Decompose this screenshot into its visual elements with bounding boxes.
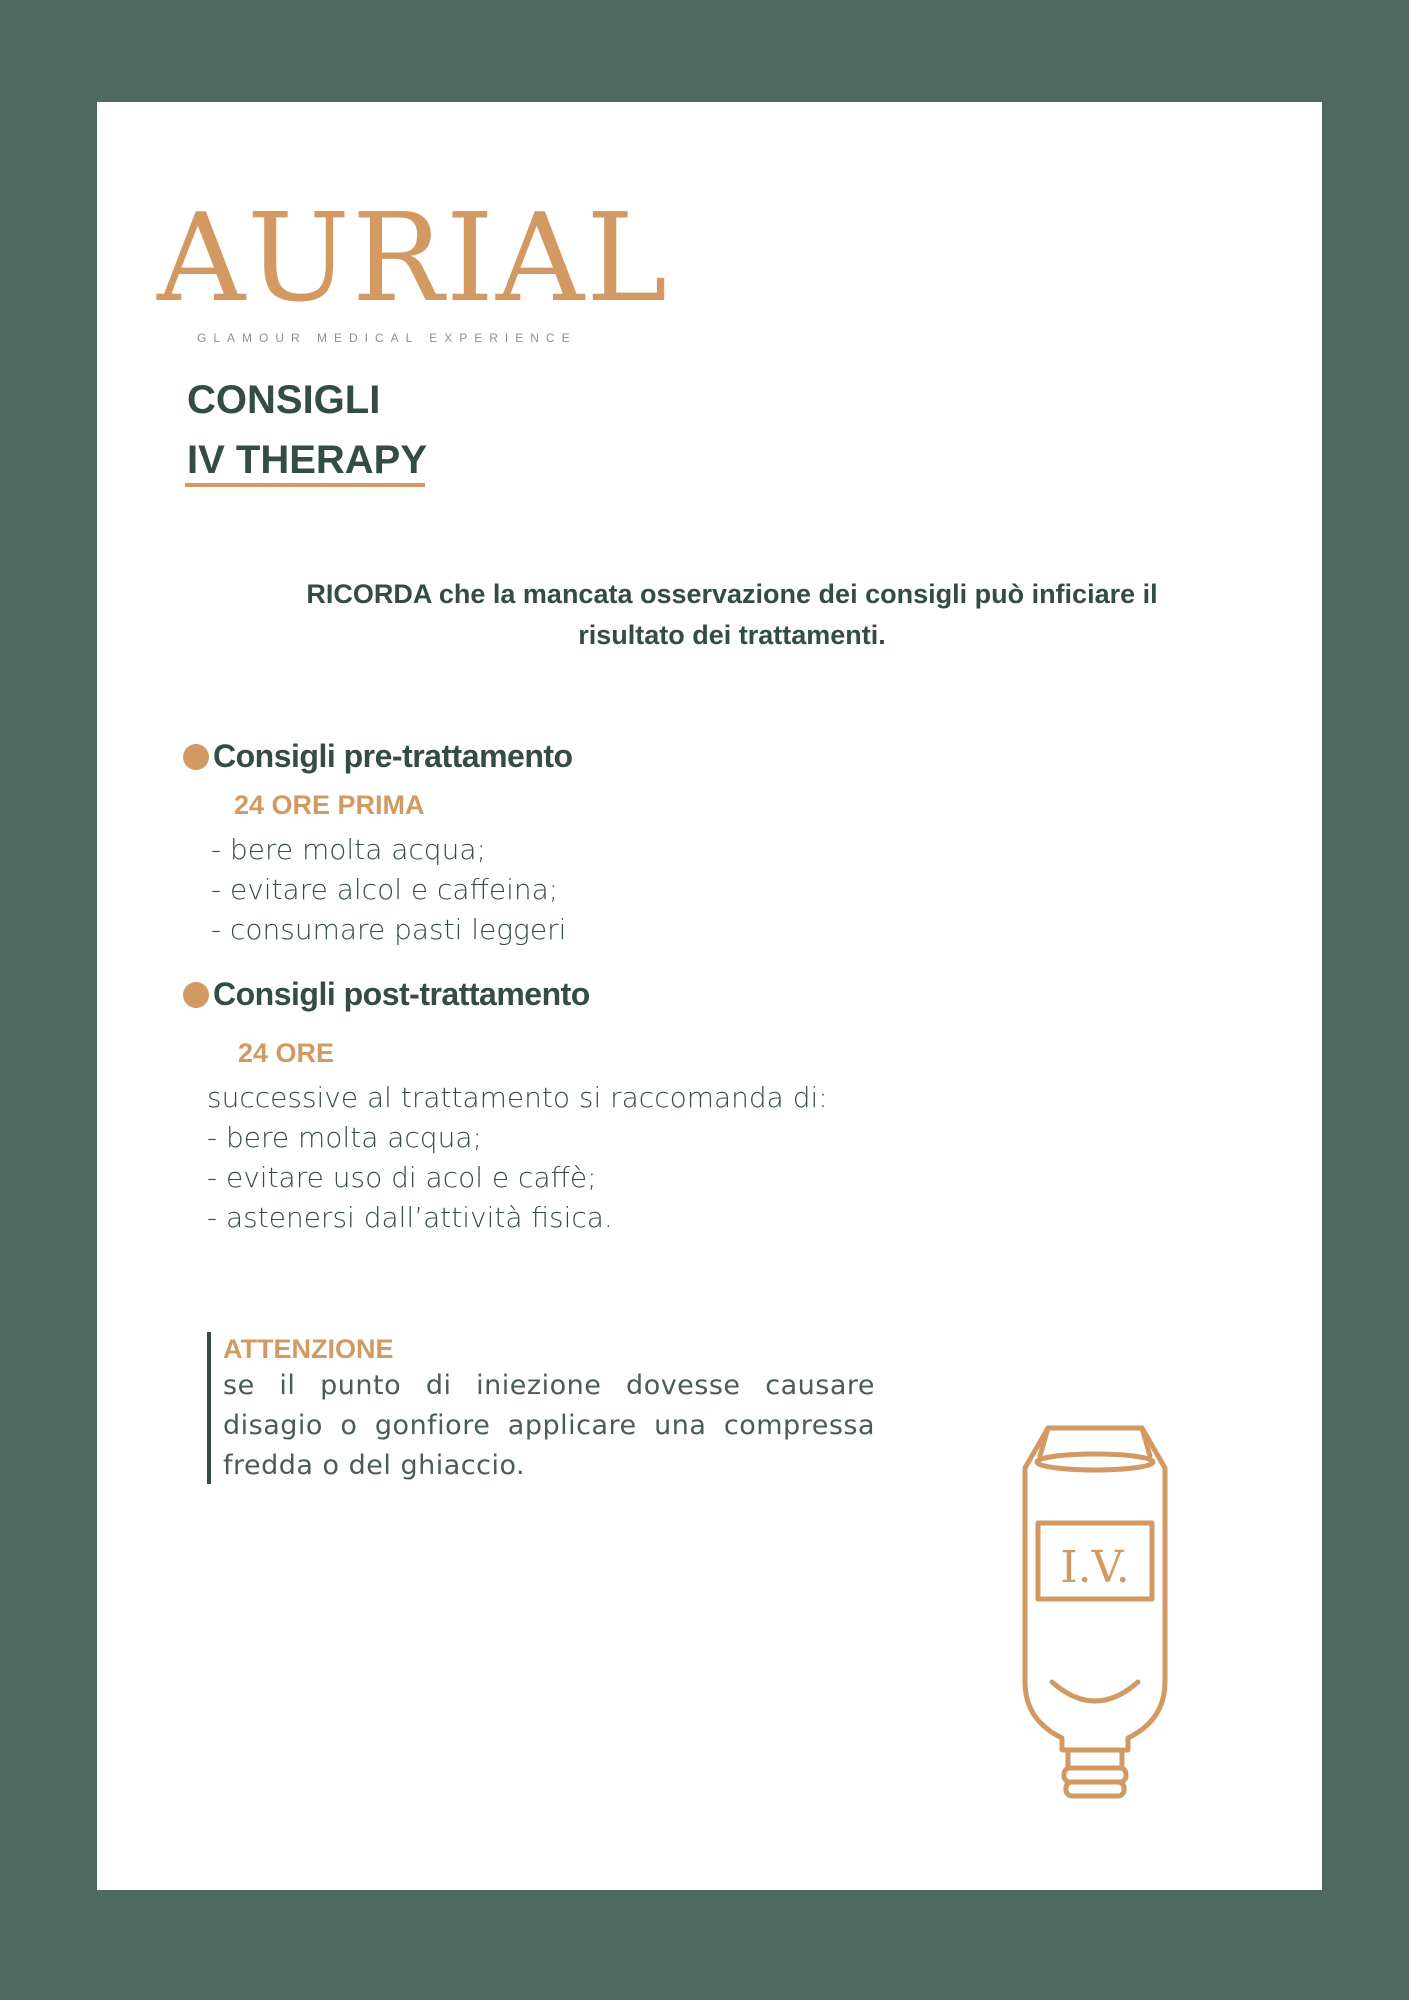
list-item: - evitare alcol e caffeina;: [211, 873, 559, 906]
page-title: [187, 370, 427, 490]
iv-bag-icon: [1010, 1420, 1180, 1800]
pre-section-title: Consigli pre-trattamento: [213, 738, 573, 774]
list-item: - evitare uso di acol e caffè;: [207, 1161, 597, 1194]
bullet-dot-icon: [183, 982, 209, 1008]
bullet-dot-icon: [183, 744, 209, 770]
post-time-tag: 24 ORE: [238, 1038, 335, 1068]
post-section-title: Consigli post-trattamento: [213, 976, 590, 1012]
pre-advice-list: [211, 830, 566, 950]
list-item: - bere molta acqua;: [211, 833, 486, 866]
attention-note: [207, 1332, 875, 1484]
brand-logo: [157, 187, 670, 345]
post-section-header: [183, 976, 590, 1013]
list-item: - bere molta acqua;: [207, 1121, 482, 1154]
title-underline: [185, 483, 425, 487]
brand-tagline: GLAMOUR MEDICAL EXPERIENCE: [197, 331, 577, 345]
reminder-line1: RICORDA che la mancata osservazione dei consigli può inficiare il: [306, 579, 1158, 609]
attention-title: ATTENZIONE: [223, 1334, 394, 1364]
brand-name: AURIAL: [157, 187, 670, 329]
list-item: successive al trattamento si raccomanda di:: [207, 1081, 828, 1114]
post-advice-list: [207, 1078, 828, 1238]
page-title-line2: IV THERAPY: [187, 438, 428, 482]
reminder-text: [267, 574, 1197, 656]
list-item: - consumare pasti leggeri: [211, 913, 567, 946]
iv-label: I.V.: [1060, 1542, 1130, 1593]
attention-text: se il punto di iniezione dovesse causare disagio o gonfiore applicare una compressa fredda o del ghiaccio.: [223, 1370, 875, 1481]
page-title-line1: CONSIGLI: [187, 378, 381, 422]
pre-section-header: [183, 738, 573, 775]
pre-time-tag: 24 ORE PRIMA: [234, 790, 425, 820]
document-page: [97, 102, 1322, 1890]
list-item: - astenersi dall’attività fisica.: [207, 1201, 613, 1234]
reminder-line2: risultato dei trattamenti.: [578, 620, 886, 650]
